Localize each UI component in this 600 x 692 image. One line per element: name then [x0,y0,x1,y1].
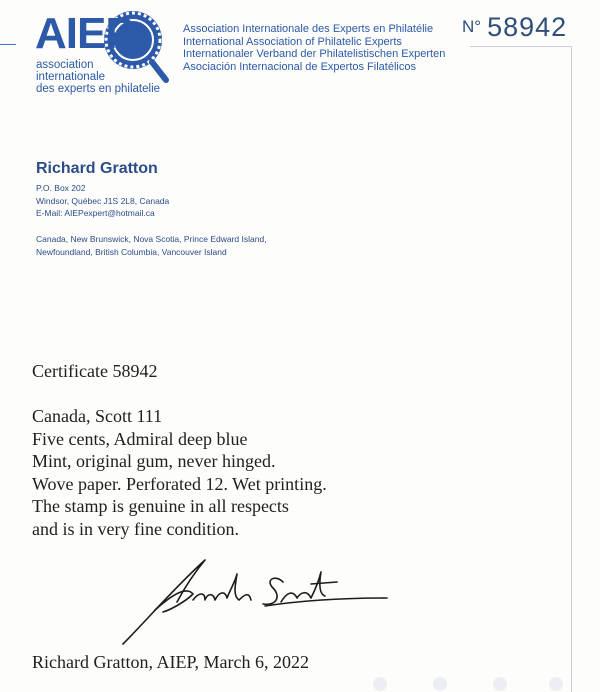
body-line-4: Wove paper. Perforated 12. Wet printing. [32,473,327,494]
body-line-3: Mint, original gum, never hinged. [32,451,276,471]
body-line-1: Canada, Scott 111 [32,406,163,426]
address-line-1: P.O. Box 202 [36,183,86,193]
regions-line-2: Newfoundland, British Columbia, Vancouver Island [36,246,227,257]
frame-line-right [571,46,572,692]
logo-line-3: des experts en philatelie [36,83,161,95]
paper-edge-line [0,44,16,45]
handwritten-signature [115,552,395,652]
number-prefix: N° [462,17,482,36]
logo-line-2: internationale [36,71,106,83]
certificate-title: Certificate 58942 [32,361,158,381]
expert-contact [36,182,169,220]
certificate-body [32,405,327,540]
org-name-french: Association Internationale des Experts en Philatélie [183,23,434,35]
regions-line-1: Canada, New Brunswick, Nova Scotia, Prince Edward Island, [36,234,267,244]
aiep-logo [30,4,175,96]
org-name-german: Internationaler Verband der Philatelistischen Experten [183,48,446,60]
number-value: 58942 [487,12,568,42]
frame-line-top [470,46,572,47]
certificate-number [462,12,567,43]
body-line-5: The stamp is genuine in all respects [32,496,289,516]
signature-closing: Richard Gratton, AIEP, March 6, 2022 [32,652,309,672]
logo-wordmark: AIEP [35,9,134,58]
org-name-spanish: Asociación Internacional de Expertos Filatélicos [183,60,416,73]
email-line: E-Mail: AIEPexpert@hotmail.ca [36,208,155,218]
body-line-2: Five cents, Admiral deep blue [32,428,248,449]
expert-name: Richard Gratton [36,160,158,177]
address-line-2: Windsor, Québec J1S 2L8, Canada [36,195,170,206]
expert-regions [36,233,267,258]
body-line-6: and is in very fine condition. [32,518,239,539]
logo-line-1: association [36,59,94,71]
organization-names [183,23,445,73]
stamp-perforation-icon [360,672,572,692]
org-name-english: International Association of Philatelic Experts [183,35,402,48]
